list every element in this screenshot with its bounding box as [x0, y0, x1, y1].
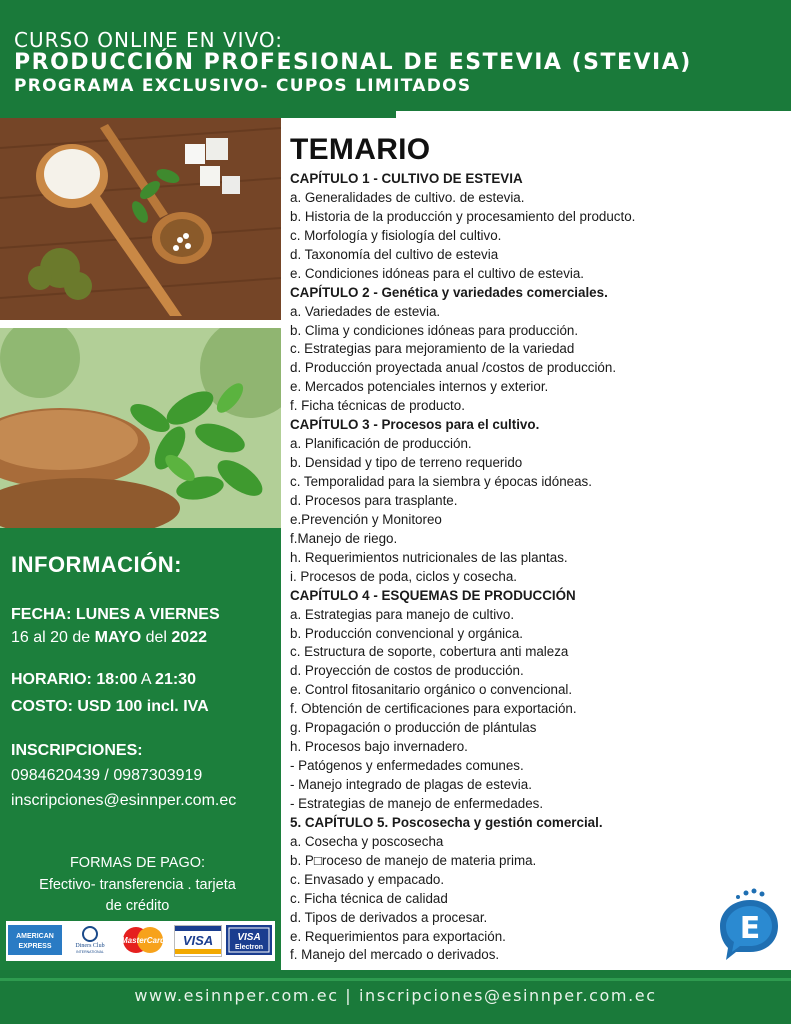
list-item: c. Estrategias para mejoramiento de la variedad	[290, 341, 575, 357]
info-title: INFORMACIÓN:	[11, 552, 182, 577]
svg-text:VISA: VISA	[182, 933, 214, 948]
list-item: c. Envasado y empacado.	[290, 871, 445, 887]
list-item: - Patógenos y enfermedades comunes.	[290, 758, 524, 774]
svg-text:VISA: VISA	[237, 932, 261, 943]
header-tab-divider	[396, 111, 791, 118]
list-item: e. Control fitosanitario orgánico o convencional.	[290, 682, 573, 698]
svg-text:Electron: Electron	[234, 944, 264, 951]
chapter-heading: CAPÍTULO 4 - ESQUEMAS DE PRODUCCIÓN	[290, 587, 576, 603]
fecha-del: del	[141, 629, 172, 646]
info-email[interactable]: inscripciones@esinnper.com.ec	[11, 792, 237, 809]
footer-band	[0, 978, 791, 981]
diners-logo	[66, 925, 114, 955]
list-item: f. Ficha técnicas de producto.	[290, 398, 465, 414]
list-item: - Estrategias de manejo de enfermedades.	[290, 795, 544, 811]
list-item: e. Mercados potenciales internos y exterior.	[290, 379, 549, 395]
list-item: a. Generalidades de cultivo. de estevia.	[290, 189, 525, 205]
esinnper-logo-icon	[716, 888, 780, 960]
list-item: b. Historia de la producción y procesamiento del producto.	[290, 208, 636, 224]
pago-line-1: Efectivo- transferencia . tarjeta	[39, 877, 236, 893]
horario-end: 21:30	[155, 671, 196, 688]
horario-start: HORARIO: 18:00	[11, 671, 138, 688]
list-item: e. Condiciones idóneas para el cultivo de estevia.	[290, 265, 585, 281]
list-item: b. P□roceso de manejo de materia prima.	[290, 852, 537, 868]
fecha-month: MAYO	[94, 629, 142, 646]
visa-logo	[174, 925, 222, 957]
chapter-heading: CAPÍTULO 3 - Procesos para el cultivo.	[290, 417, 540, 433]
list-item: f. Manejo del mercado o derivados.	[290, 947, 500, 963]
list-item: b. Clima y condiciones idóneas para producción.	[290, 322, 579, 338]
list-item: b. Producción convencional y orgánica.	[290, 625, 523, 641]
list-item: d. Taxonomía del cultivo de estevia	[290, 246, 499, 262]
chapter-heading: CAPÍTULO 1 - CULTIVO DE ESTEVIA	[290, 171, 523, 186]
stevia-spoons-photo	[0, 118, 281, 320]
list-item: a. Planificación de producción.	[290, 436, 472, 452]
horario	[11, 671, 196, 689]
list-item: h. Requerimientos nutricionales de las plantas.	[290, 549, 568, 565]
list-item: e.Prevención y Monitoreo	[290, 511, 442, 527]
footer-bar	[0, 970, 791, 1024]
course-title: PRODUCCIÓN PROFESIONAL DE ESTEVIA (STEVIA)	[14, 50, 692, 75]
list-item: c. Temporalidad para la siembra y épocas idóneas.	[290, 474, 592, 489]
info-panel	[0, 528, 281, 970]
list-item: a. Estrategias para manejo de cultivo.	[290, 606, 515, 622]
visa-electron-logo	[226, 925, 272, 955]
list-item: c. Estructura de soporte, cobertura anti maleza	[290, 644, 569, 660]
mastercard-logo	[118, 925, 168, 955]
list-item: d. Producción proyectada anual /costos de producción.	[290, 360, 617, 376]
fecha-label: FECHA: LUNES A VIERNES	[11, 606, 220, 623]
chapter-heading: CAPÍTULO 2 - Genética y variedades comerciales.	[290, 284, 608, 300]
header-line-1: CURSO ONLINE EN VIVO:	[14, 28, 283, 52]
list-item: i. Procesos de poda, ciclos y cosecha.	[290, 568, 518, 584]
list-item: h. Procesos bajo invernadero.	[290, 739, 468, 755]
chapter-heading: 5. CAPÍTULO 5. Poscosecha y gestión comercial.	[290, 814, 603, 830]
list-item: d. Procesos para trasplante.	[290, 492, 458, 508]
list-item: b. Densidad y tipo de terreno requerido	[290, 455, 523, 471]
footer-contact[interactable]: www.esinnper.com.ec | inscripciones@esinnper.com.ec	[134, 986, 657, 1005]
fecha-dates-text: 16 al 20 de	[11, 629, 95, 646]
header-line-3: PROGRAMA EXCLUSIVO- CUPOS LIMITADOS	[14, 76, 472, 96]
pago-title: FORMAS DE PAGO:	[69, 855, 206, 871]
phone-numbers[interactable]: 0984620439 / 0987303919	[11, 767, 203, 784]
list-item: g. Propagación o producción de plántulas	[290, 720, 537, 736]
svg-text:EXPRESS: EXPRESS	[18, 943, 52, 950]
svg-text:AMERICAN: AMERICAN	[16, 933, 54, 940]
inscripciones-label: INSCRIPCIONES:	[11, 742, 143, 759]
list-item: c. Morfología y fisiología del cultivo.	[290, 227, 502, 243]
list-item: a. Cosecha y poscosecha	[290, 833, 444, 849]
list-item: c. Ficha técnica de calidad	[290, 890, 448, 906]
list-item: a. Variedades de estevia.	[290, 303, 441, 319]
fecha-dates	[11, 629, 207, 647]
header-banner	[0, 0, 791, 118]
stevia-plant-photo	[0, 328, 281, 528]
amex-logo	[8, 925, 62, 955]
temario-list	[290, 170, 780, 965]
list-item: - Manejo integrado de plagas de estevia.	[290, 777, 532, 792]
list-item: d. Proyección de costos de producción.	[290, 663, 524, 679]
list-item: f. Obtención de certificaciones para exportación.	[290, 701, 577, 717]
payment-cards	[6, 921, 275, 961]
svg-text:MasterCard: MasterCard	[120, 936, 166, 945]
list-item: f.Manejo de riego.	[290, 530, 398, 546]
list-item: d. Tipos de derivados a procesar.	[290, 909, 488, 925]
list-item: e. Requerimientos para exportación.	[290, 928, 506, 944]
pago-line-2: de crédito	[105, 898, 170, 914]
svg-text:Diners Club: Diners Club	[75, 943, 105, 949]
fecha-year: 2022	[171, 629, 207, 646]
svg-text:E: E	[739, 911, 761, 946]
horario-a: A	[137, 671, 156, 688]
temario-title: TEMARIO	[290, 133, 431, 166]
svg-text:INTERNATIONAL: INTERNATIONAL	[76, 950, 104, 954]
costo: COSTO: USD 100 incl. IVA	[11, 698, 209, 715]
